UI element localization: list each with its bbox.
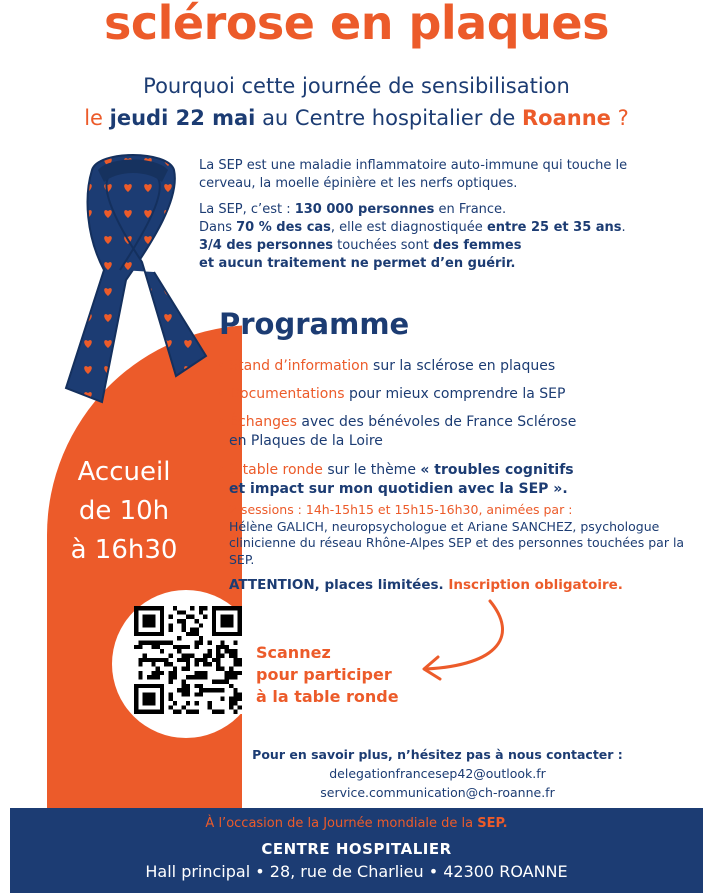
opening-hours-line-1: Accueil bbox=[77, 457, 171, 487]
poster-title: sclérose en plaques bbox=[104, 0, 609, 50]
footer-organization: CENTRE HOSPITALIER bbox=[261, 840, 452, 858]
scan-cta-line-1: Scannez bbox=[256, 643, 331, 662]
intro-stat-age: entre 25 et 35 ans bbox=[486, 220, 622, 235]
intro-text-f: , elle est diagnostiquée bbox=[330, 220, 483, 235]
attention-line bbox=[229, 577, 689, 593]
intro-text-a: La SEP, c’est : bbox=[199, 202, 291, 217]
event-city: Roanne bbox=[522, 106, 611, 130]
event-date: jeudi 22 mai bbox=[109, 106, 256, 130]
program-item-highlight: 1 table ronde bbox=[229, 462, 323, 478]
intro-stat-ratio: 3/4 des personnes bbox=[199, 238, 334, 253]
program-item-text: sur le thème bbox=[327, 462, 416, 478]
intro-no-cure: et aucun traitement ne permet d’en guérir. bbox=[199, 256, 516, 271]
bullet-icon: • bbox=[217, 386, 226, 402]
intro-text bbox=[199, 157, 669, 273]
footer-occasion-text: À l’occasion de la Journée mondiale de la bbox=[205, 816, 474, 831]
sessions-speakers: Hélène GALICH, neuropsychologue et Ariane SANCHEZ, psychologue clinicienne du réseau Rhône-Alpes SEP et des personnes touchées par la SEP. bbox=[229, 518, 685, 567]
bullet-icon: • bbox=[217, 414, 226, 430]
footer-occasion bbox=[10, 816, 703, 831]
program-item-highlight: Échanges bbox=[229, 414, 297, 430]
intro-text-d: Dans bbox=[199, 220, 232, 235]
footer-banner bbox=[10, 808, 703, 893]
qr-code[interactable] bbox=[134, 606, 242, 714]
inscription-text: Inscription obligatoire. bbox=[448, 577, 623, 593]
program-item-stand bbox=[217, 357, 697, 376]
contact-email-delegation[interactable]: delegationfrancesep42@outlook.fr bbox=[329, 766, 546, 781]
contact-email-communication[interactable]: service.communication@ch-roanne.fr bbox=[320, 785, 555, 800]
awareness-ribbon-icon bbox=[58, 150, 208, 405]
intro-paragraph-2 bbox=[199, 201, 669, 273]
contact-block bbox=[245, 745, 630, 802]
intro-paragraph-1: La SEP est une maladie inflammatoire auto-immune qui touche le cerveau, la moelle épinière et les nerfs optiques. bbox=[199, 158, 628, 191]
program-item-text-2: en Plaques de la Loire bbox=[229, 433, 383, 449]
sessions-times: 2 sessions : 14h-15h15 et 15h15-16h30, animées par : bbox=[229, 502, 573, 517]
attention-text: ATTENTION, places limitées. bbox=[229, 577, 444, 593]
program-item-text: pour mieux comprendre la SEP bbox=[348, 386, 566, 402]
scan-cta-line-2: pour participer bbox=[256, 665, 392, 684]
contact-lead: Pour en savoir plus, n’hésitez pas à nous contacter : bbox=[252, 747, 623, 762]
program-item-exchanges bbox=[217, 413, 697, 451]
intro-text-j: touchées sont bbox=[337, 238, 429, 253]
intro-text-h: . bbox=[621, 220, 626, 235]
program-item-text: sur la sclérose en plaques bbox=[373, 358, 556, 374]
bullet-icon: • bbox=[217, 358, 226, 374]
scan-cta-line-3: à la table ronde bbox=[256, 687, 399, 706]
opening-hours bbox=[54, 453, 194, 570]
subtitle-line-1: Pourquoi cette journée de sensibilisation bbox=[143, 74, 570, 98]
footer-occasion-sep: SEP. bbox=[477, 816, 508, 831]
scan-cta bbox=[256, 642, 456, 708]
bullet-icon: • bbox=[217, 462, 226, 478]
subtitle-line-2 bbox=[0, 106, 713, 130]
program-title: Programme bbox=[219, 307, 410, 341]
program-item-highlight: Stand d’information bbox=[229, 358, 369, 374]
opening-hours-line-2: de 10h bbox=[78, 496, 170, 526]
round-table-theme-2: et impact sur mon quotidien avec la SEP ». bbox=[229, 481, 568, 497]
intro-stat-women: des femmes bbox=[432, 238, 522, 253]
intro-stat-percent: 70 % des cas bbox=[236, 220, 331, 235]
footer-address: Hall principal • 28, rue de Charlieu • 42300 ROANNE bbox=[145, 862, 568, 881]
sessions-block bbox=[229, 502, 689, 568]
program-item-docs bbox=[217, 385, 697, 404]
subtitle-middle: au Centre hospitalier de bbox=[262, 106, 516, 130]
program-item-text: avec des bénévoles de France Sclérose bbox=[301, 414, 577, 430]
intro-stat-people: 130 000 personnes bbox=[294, 202, 435, 217]
subtitle-prefix: le bbox=[84, 106, 103, 130]
opening-hours-line-3: à 16h30 bbox=[70, 535, 178, 565]
subtitle-suffix: ? bbox=[617, 106, 629, 130]
intro-text-c: en France. bbox=[438, 202, 507, 217]
program-item-round-table bbox=[217, 461, 697, 499]
round-table-theme-1: « troubles cognitifs bbox=[420, 462, 574, 478]
program-item-highlight: Documentations bbox=[229, 386, 345, 402]
